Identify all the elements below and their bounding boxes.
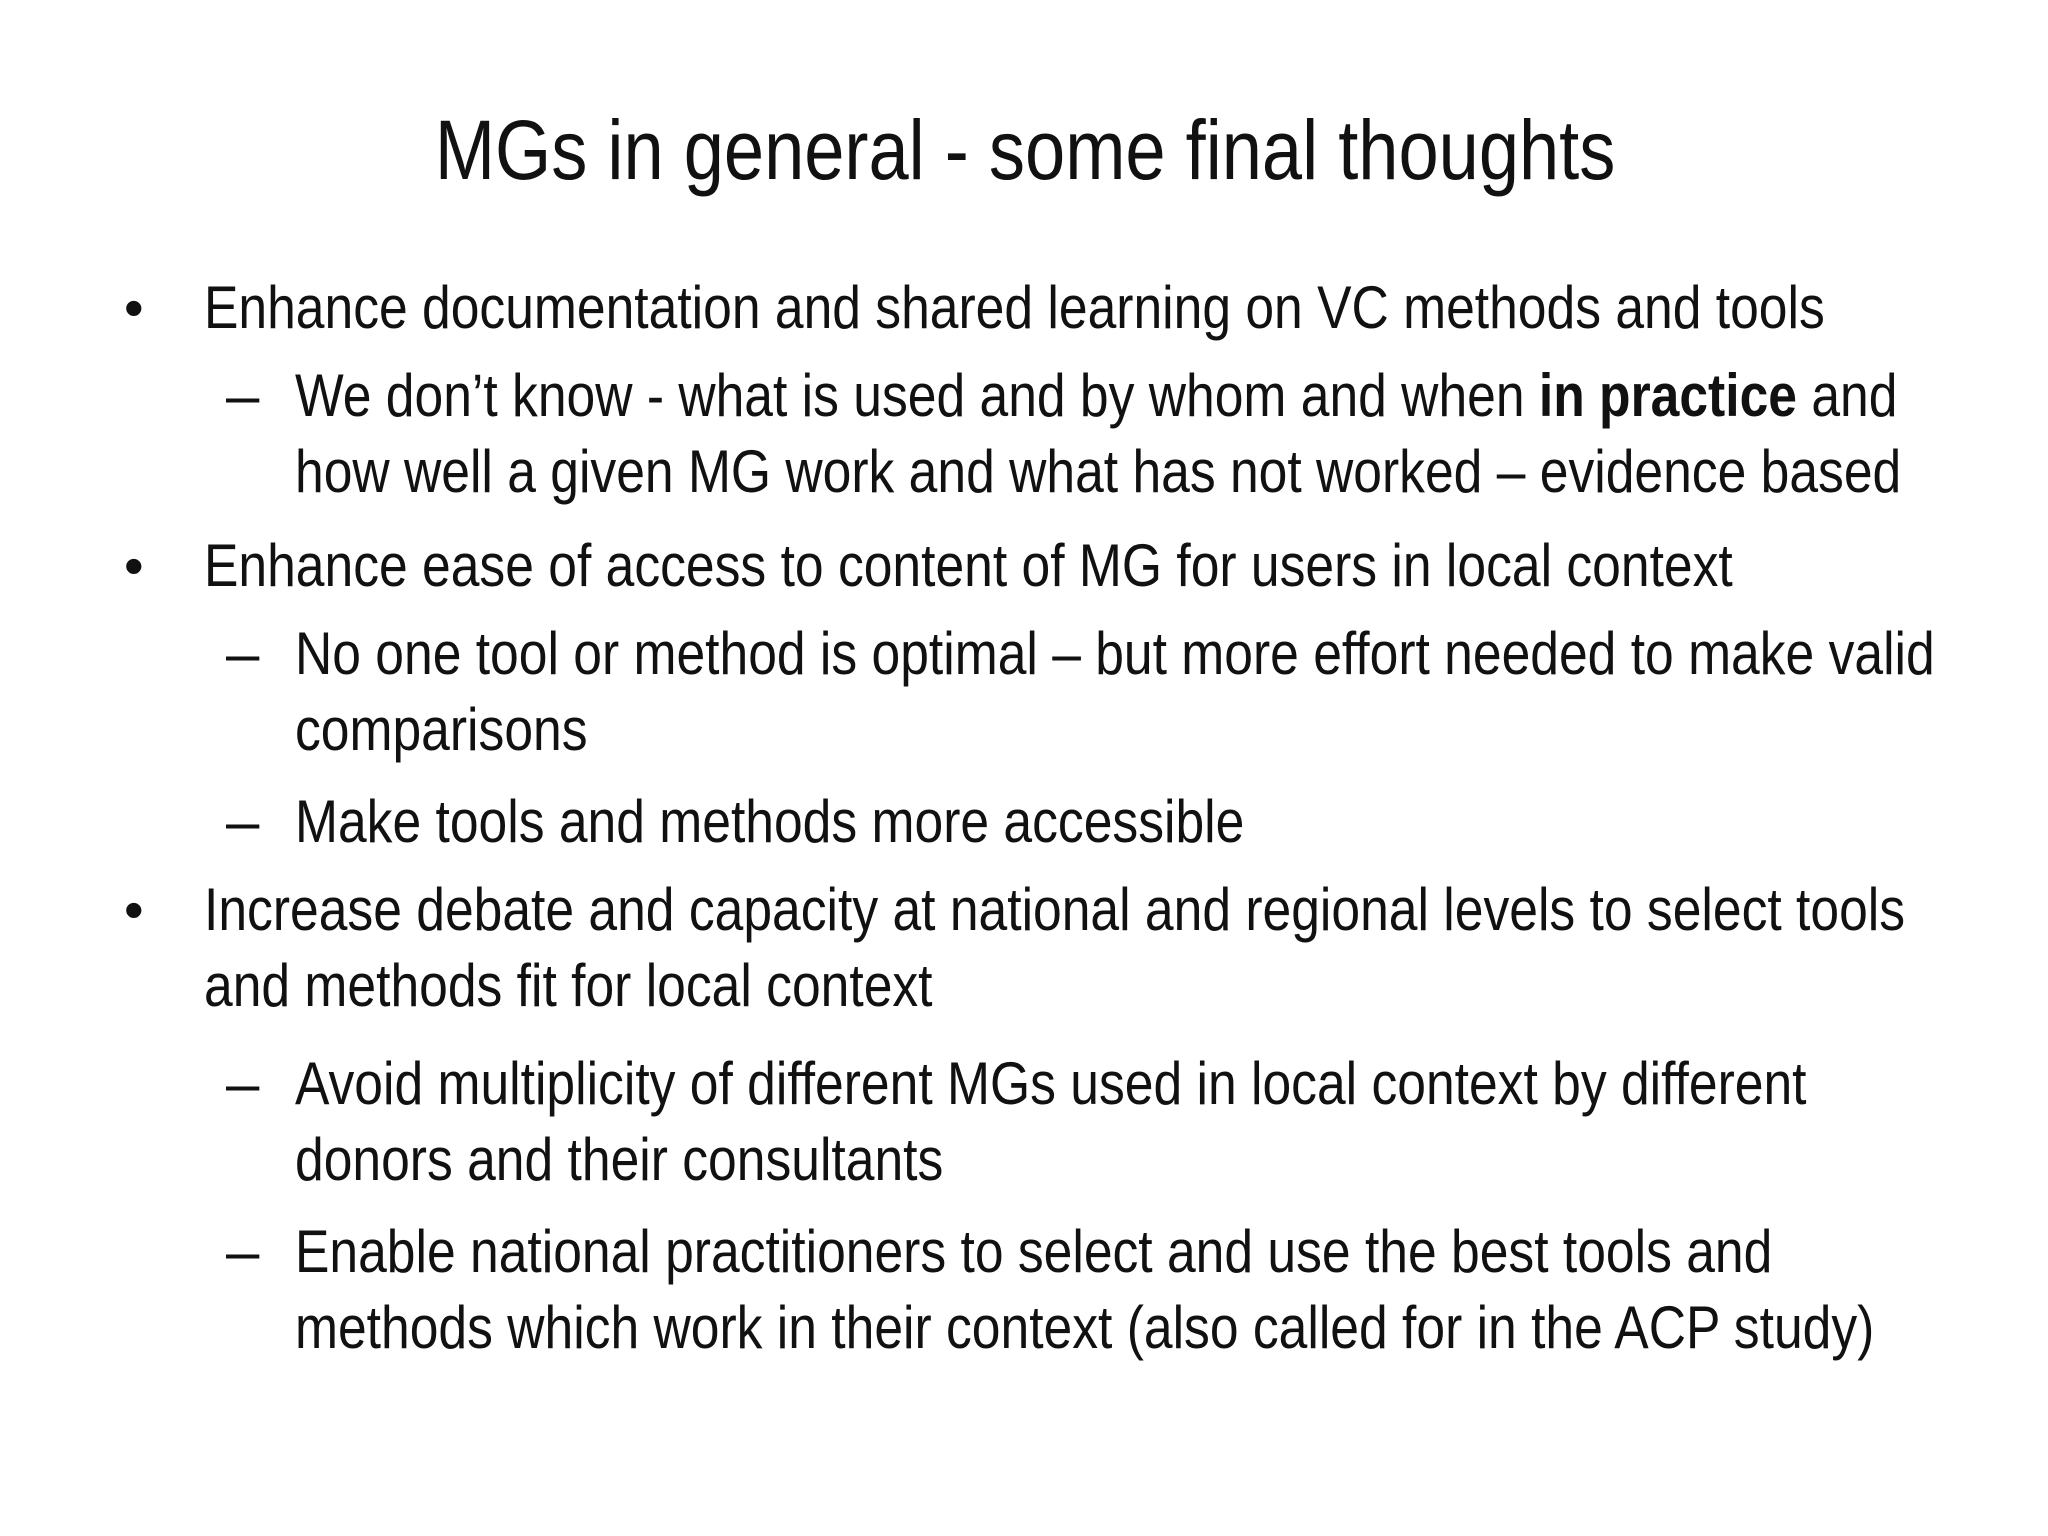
list-item-text bbox=[295, 358, 1901, 434]
list-item-text-segment: and bbox=[1796, 362, 1898, 429]
list-item-text: and methods fit for local context bbox=[204, 952, 933, 1019]
list-item bbox=[295, 784, 1244, 860]
list-item bbox=[204, 528, 1733, 604]
list-item-text: No one tool or method is optimal – but more effort needed to make valid bbox=[295, 620, 1935, 687]
list-item bbox=[204, 872, 1905, 1024]
list-item bbox=[295, 358, 1901, 510]
dash-marker: – bbox=[226, 620, 260, 687]
list-item-text: Enhance documentation and shared learning on VC methods and tools bbox=[204, 274, 1825, 341]
bullet-marker: • bbox=[124, 534, 144, 597]
list-item bbox=[295, 616, 1935, 768]
list-item-text: how well a given MG work and what has not worked – evidence based bbox=[295, 438, 1902, 505]
list-item-text: donors and their consultants bbox=[295, 1126, 944, 1193]
emphasis-text: in practice bbox=[1538, 362, 1797, 429]
dash-marker: – bbox=[226, 362, 260, 429]
list-item bbox=[204, 270, 1825, 346]
list-item bbox=[295, 1046, 1807, 1198]
list-item-text-segment: We don’t know - what is used and by whom and when bbox=[295, 362, 1539, 429]
bullet-marker: • bbox=[124, 878, 144, 941]
list-item-text: methods which work in their context (also called for in the ACP study) bbox=[295, 1294, 1875, 1361]
list-item-text: Avoid multiplicity of different MGs used in local context by different bbox=[295, 1050, 1807, 1117]
list-item bbox=[295, 1214, 1874, 1366]
dash-marker: – bbox=[226, 788, 260, 855]
list-item-text: comparisons bbox=[295, 696, 588, 763]
dash-marker: – bbox=[226, 1218, 260, 1285]
list-item-text: Make tools and methods more accessible bbox=[295, 788, 1245, 855]
list-item-text: Increase debate and capacity at national and regional levels to select tools bbox=[204, 876, 1906, 943]
bullet-marker: • bbox=[124, 276, 144, 339]
list-item-text: Enhance ease of access to content of MG for users in local context bbox=[204, 532, 1733, 599]
slide-title: MGs in general - some final thoughts bbox=[434, 103, 1616, 197]
list-item-text: Enable national practitioners to select and use the best tools and bbox=[295, 1218, 1773, 1285]
dash-marker: – bbox=[226, 1050, 260, 1117]
